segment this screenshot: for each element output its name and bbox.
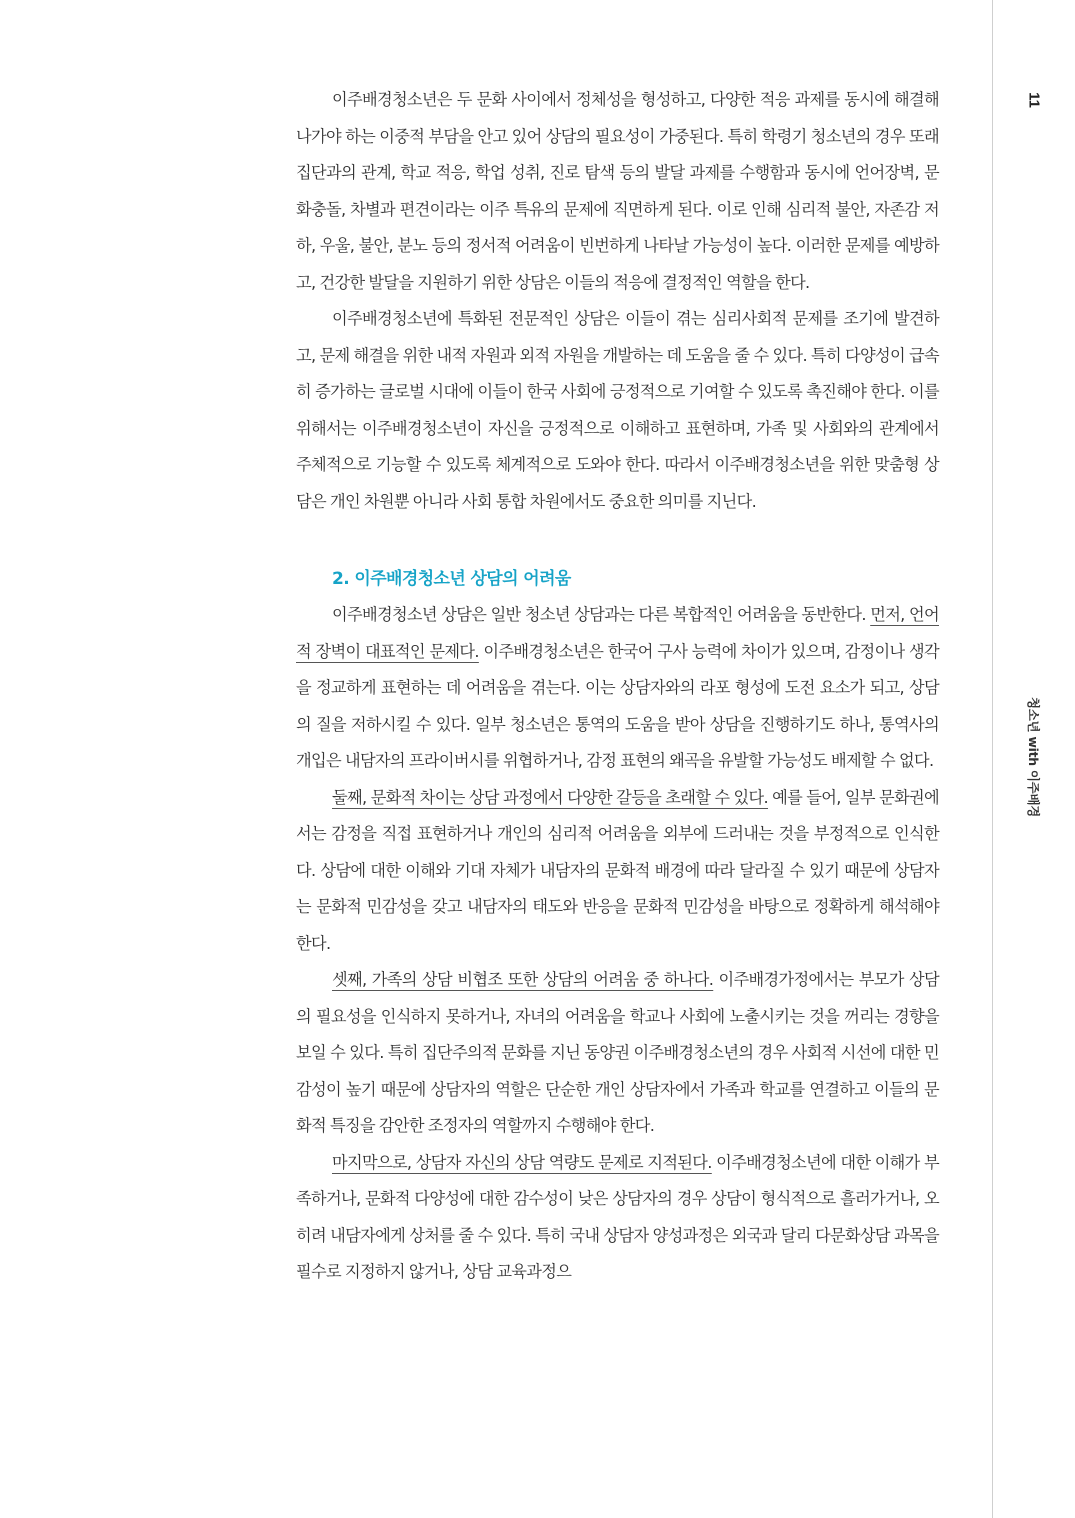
paragraph-text: 이주배경청소년에 대한 이해가 부족하거나, 문화적 다양성에 대한 감수성이 낮은 상담자의 경우 상담이 형식적으로 흘러가거나, 오히려 내담자에게 상처를 줄 수 있다. 특히 국내 상담자 양성과정은 외국과 달리 다문화상담 과목을 필수로 지정하지 않거나, 상담 교육과정으 bbox=[296, 1152, 939, 1281]
paragraph-lead-text: 이주배경청소년 상담은 일반 청소년 상담과는 다른 복합적인 어려움을 동반한다. bbox=[332, 605, 871, 624]
margin-divider-line bbox=[992, 0, 993, 1518]
section-heading: 2. 이주배경청소년 상담의 어려움 bbox=[332, 569, 571, 589]
running-title: 청소년 with 이주배경 bbox=[1026, 696, 1041, 818]
paragraph bbox=[296, 597, 939, 780]
paragraph-text: 이주배경가정에서는 부모가 상담의 필요성을 인식하지 못하거나, 자녀의 어려움을 학교나 사회에 노출시키는 것을 꺼리는 경향을 보일 수 있다. 특히 집단주의적 문화를 지닌 동양권 이주배경청소년의 경우 사회적 시선에 대한 민감성이 높기 때문에 상담자의 역할은 단순한 개인 상담자에서 가족과 학교를 연결하고 이들의 문화적 특징을 감안한 조정자의 역할까지 수행해야 한다. bbox=[296, 970, 939, 1135]
paragraph bbox=[296, 780, 939, 963]
underlined-key-sentence: 마지막으로, 상담자 자신의 상담 역량도 문제로 지적된다. bbox=[332, 1152, 712, 1172]
paragraph: 이주배경청소년은 두 문화 사이에서 정체성을 형성하고, 다양한 적응 과제를 동시에 해결해나가야 하는 이중적 부담을 안고 있어 상담의 필요성이 가중된다. 특히 학령기 청소년의 경우 또래 집단과의 관계, 학교 적응, 학업 성취, 진로 탐색 등의 발달 과제를 수행함과 동시에 언어장벽, 문화충돌, 차별과 편견이라는 이주 특유의 문제에 직면하게 된다. 이로 인해 심리적 불안, 자존감 저하, 우울, 불안, 분노 등의 정서적 어려움이 빈번하게 나타날 가능성이 높다. 이러한 문제를 예방하고, 건강한 발달을 지원하기 위한 상담은 이들의 적응에 결정적인 역할을 한다. bbox=[296, 90, 939, 292]
underlined-key-sentence: 둘째, 문화적 차이는 상담 과정에서 다양한 갈등을 초래할 수 있다. bbox=[332, 787, 769, 807]
page-body bbox=[296, 82, 939, 1291]
paragraph-text: 예를 들어, 일부 문화권에서는 감정을 직접 표현하거나 개인의 심리적 어려움을 외부에 드러내는 것을 부정적으로 인식한다. 상담에 대한 이해와 기대 자체가 내담자의 문화적 배경에 따라 달라질 수 있기 때문에 상담자는 문화적 민감성을 갖고 내담자의 태도와 반응을 문화적 민감성을 바탕으로 정확하게 해석해야 한다. bbox=[296, 787, 939, 953]
underlined-key-sentence: 먼저, 언어적 장벽이 대표적인 문제다. bbox=[296, 605, 939, 661]
paragraph bbox=[296, 1145, 939, 1291]
underlined-key-sentence: 셋째, 가족의 상담 비협조 또한 상담의 어려움 중 하나다. bbox=[332, 970, 714, 989]
paragraph: 이주배경청소년에 특화된 전문적인 상담은 이들이 겪는 심리사회적 문제를 조기에 발견하고, 문제 해결을 위한 내적 자원과 외적 자원을 개발하는 데 도움을 줄 수 있다. 특히 다양성이 급속히 증가하는 글로벌 시대에 이들이 한국 사회에 긍정적으로 기여할 수 있도록 촉진해야 한다. 이를 위해서는 이주배경청소년이 자신을 긍정적으로 이해하고 표현하며, 가족 및 사회와의 관계에서 주체적으로 기능할 수 있도록 체계적으로 도와야 한다. 따라서 이주배경청소년을 위한 맞춤형 상담은 개인 차원뿐 아니라 사회 통합 차원에서도 중요한 의미를 지닌다. bbox=[296, 309, 939, 511]
paragraph-text: 이주배경청소년은 한국어 구사 능력에 차이가 있으며, 감정이나 생각을 정교하게 표현하는 데 어려움을 겪는다. 이는 상담자와의 라포 형성에 도전 요소가 되고, 상담의 질을 저하시킬 수 있다. 일부 청소년은 통역의 도움을 받아 상담을 진행하기도 하나, 통역사의 개입은 내담자의 프라이버시를 위협하거나, 감정 표현의 왜곡을 유발할 가능성도 배제할 수 없다. bbox=[296, 641, 939, 770]
paragraph bbox=[296, 962, 939, 1145]
page-number: 11 bbox=[1025, 92, 1043, 108]
